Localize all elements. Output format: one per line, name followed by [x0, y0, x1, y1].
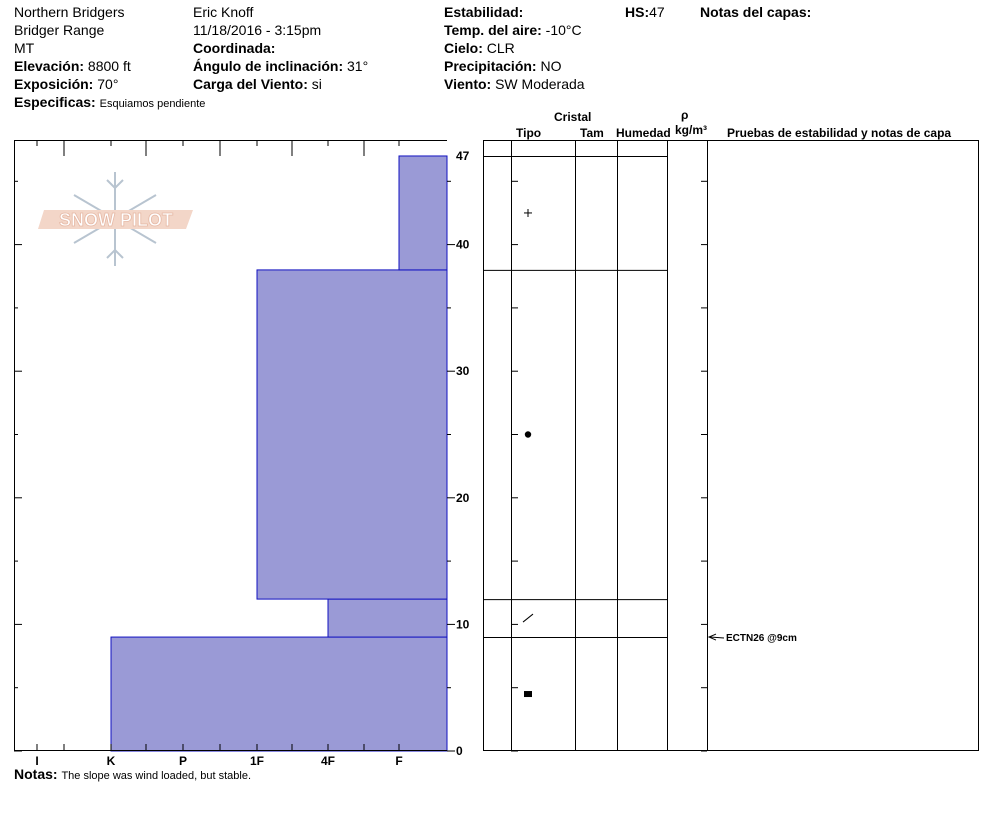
specifics-label: Especificas: — [14, 94, 96, 110]
sky-value: CLR — [486, 40, 515, 56]
hardness-layer-bar — [111, 637, 447, 751]
stability-tests — [709, 633, 797, 644]
precip-value: NO — [540, 58, 562, 74]
observer-name: Eric Knoff — [193, 4, 254, 20]
site-range: Bridger Range — [14, 22, 105, 38]
square-icon — [524, 691, 532, 697]
notes-label: Notas: — [14, 766, 58, 782]
y-tick-label: 47 — [456, 148, 470, 163]
layer-notes-label: Notas del capas: — [700, 4, 812, 20]
tests-header: Pruebas de estabilidad y notas de capa — [727, 126, 952, 140]
snowpilot-logo-text: SNOW PILOT — [59, 210, 173, 230]
hs-label: HS: — [625, 4, 650, 20]
moisture-header: Humedad — [616, 126, 671, 140]
size-header: Tam — [580, 126, 604, 140]
x-tick-label: F — [395, 754, 403, 768]
grain-symbols — [523, 209, 533, 697]
elevation-label: Elevación: — [14, 58, 85, 74]
airtemp-value: -10°C — [545, 22, 582, 38]
specifics-value: Esquiamos pendiente — [99, 98, 206, 110]
elevation-value: 8800 ft — [87, 58, 131, 74]
aspect-value: 70° — [97, 76, 119, 92]
wind-value: SW Moderada — [495, 76, 585, 92]
x-tick-label: 4F — [320, 754, 336, 768]
incline-label: Ángulo de inclinación: — [193, 58, 344, 74]
y-tick-label: 40 — [456, 237, 470, 252]
incline-value: 31° — [347, 58, 369, 74]
site-state: MT — [14, 40, 35, 56]
crystal-header: Cristal — [554, 110, 592, 124]
aspect-label: Exposición: — [14, 76, 94, 92]
sky-label: Cielo: — [444, 40, 483, 56]
notes-text: The slope was wind loaded, but stable. — [61, 770, 252, 782]
airtemp-label: Temp. del aire: — [444, 22, 542, 38]
precip-label: Precipitación: — [444, 58, 537, 74]
y-tick-label: 30 — [456, 364, 470, 379]
density-header: kg/m³ — [675, 123, 708, 137]
x-tick-label: 1F — [249, 754, 265, 768]
type-header: Tipo — [516, 126, 542, 140]
site-name: Northern Bridgers — [14, 4, 125, 20]
hardness-layer-bar — [328, 599, 447, 637]
windload-value: si — [311, 76, 322, 92]
observation-datetime: 11/18/2016 - 3:15pm — [193, 22, 322, 38]
x-tick-label: P — [178, 754, 188, 768]
test-label: ECTN26 @9cm — [726, 633, 797, 645]
x-tick-label: I — [35, 754, 39, 768]
hardness-layer-bar — [399, 156, 447, 270]
hardness-layer-bar — [257, 270, 447, 599]
wind-label: Viento: — [444, 76, 492, 92]
y-tick-label: 10 — [456, 617, 470, 632]
round-dot-icon — [525, 431, 531, 437]
y-tick-label: 0 — [456, 744, 463, 758]
stability-label: Estabilidad: — [444, 4, 524, 20]
windload-label: Carga del Viento: — [193, 76, 308, 92]
x-tick-label: K — [106, 754, 116, 768]
rho-header: ρ — [681, 108, 689, 122]
hardness-layers — [111, 156, 447, 751]
facet-slash-icon — [523, 614, 533, 622]
layer-table — [484, 140, 979, 751]
notes-row — [14, 766, 251, 784]
y-tick-label: 20 — [456, 490, 470, 505]
coord-label: Coordinada: — [193, 40, 276, 56]
hs-value: 47 — [649, 4, 665, 20]
snowpilot-logo — [38, 172, 193, 266]
